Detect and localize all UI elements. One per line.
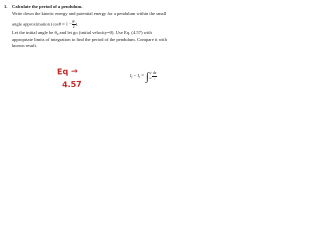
integral-limits	[149, 71, 151, 81]
problem-line-3	[12, 30, 152, 37]
integral-sign: ∫	[145, 71, 149, 84]
equals-sign: =	[141, 74, 145, 80]
approx-lhs: cosθ ≈ 1 −	[52, 21, 72, 27]
integrand-denominator: v	[153, 76, 156, 81]
t-final: t	[130, 74, 132, 80]
minus-sign: −	[133, 74, 137, 80]
line-3-prefix: Let the initial angle be θ	[12, 30, 57, 35]
problem-line-1: Write down the kinetic energy and potential energy for a pendulum within the small	[12, 11, 167, 16]
problem-line-4: appropriate limits of integration to find the period of the pendulum. Compare it with	[12, 37, 167, 42]
upper-limit: xf	[149, 72, 152, 75]
problem-title: Calculate the period of a pendulum.	[12, 4, 83, 9]
integral-formula	[130, 71, 157, 83]
theta-subscript: 0	[56, 32, 59, 36]
approx-numerator: θ²	[72, 20, 76, 24]
approx-denominator: 2	[72, 25, 75, 29]
lower-limit: xi	[149, 77, 152, 80]
problem-line-5: known result.	[12, 43, 38, 48]
problem-number: 1.	[4, 4, 8, 9]
integrand-fraction	[152, 71, 157, 80]
t-final-subscript: f	[131, 75, 133, 80]
problem-line-2	[12, 20, 78, 29]
line-3-suffix: and let go (initial velocity=0). Use Eq. (4.57) with	[58, 30, 152, 35]
handwritten-eq-label: Eq →	[56, 66, 78, 77]
line-2-prefix: angle approximation (	[12, 21, 53, 27]
t-initial-subscript: i	[139, 75, 141, 80]
t-initial: t	[137, 74, 140, 80]
handwritten-eq-number: 4.57	[61, 79, 82, 90]
line-2-suffix: ).	[75, 21, 79, 27]
integrand-numerator: dx	[152, 71, 157, 76]
